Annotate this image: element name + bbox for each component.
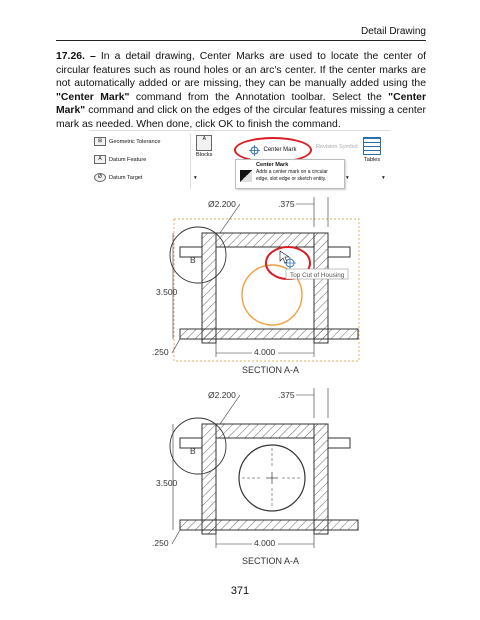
step-text-1: In a detail drawing, Center Marks are used to locate the center of circular features such as round holes or an arc's center. If the center marks are not automatically added or are missing, they can be manually added using the bbox=[56, 51, 426, 90]
header-rule bbox=[56, 40, 426, 41]
tables-button[interactable] bbox=[364, 157, 380, 163]
datum-feature-label: Datum Feature bbox=[109, 156, 147, 163]
tooltip-line-1: Adds a center mark on a circular bbox=[256, 169, 328, 175]
dim-250: .250 bbox=[152, 347, 169, 357]
top-plate bbox=[216, 233, 314, 247]
step-bold-2: "Center Mark" bbox=[56, 91, 426, 117]
tooltip-line-2: edge, slot edge or sketch entity. bbox=[256, 176, 327, 182]
leader-250 bbox=[172, 339, 180, 353]
top-plate bbox=[216, 424, 314, 438]
detail-label: B bbox=[190, 446, 196, 456]
dim-375: .375 bbox=[278, 390, 295, 400]
running-header: Detail Drawing bbox=[360, 26, 426, 37]
dim-3500: 3.500 bbox=[156, 287, 178, 297]
base-flange bbox=[180, 329, 358, 339]
dim-375: .375 bbox=[278, 199, 295, 209]
geometric-tolerance-label: Geometric Tolerance bbox=[109, 138, 161, 145]
section-drawing-1 bbox=[150, 197, 370, 392]
datum-target-icon: Ø bbox=[94, 173, 106, 182]
datum-target-label: Datum Target bbox=[109, 174, 143, 181]
left-wall bbox=[202, 233, 216, 343]
dim-4000: 4.000 bbox=[254, 538, 276, 548]
right-boss bbox=[328, 438, 350, 448]
drawing-1-svg bbox=[150, 197, 370, 392]
dim-3500: 3.500 bbox=[156, 478, 178, 488]
hover-tooltip: Top Cut of Housing bbox=[290, 272, 345, 279]
blocks-button[interactable] bbox=[196, 135, 212, 158]
blocks-label: Blocks bbox=[196, 152, 213, 158]
step-number: 17.26. – bbox=[56, 51, 96, 62]
dropdown-arrow[interactable]: ▾ bbox=[346, 175, 349, 181]
dim-diameter: Ø2.200 bbox=[208, 390, 236, 400]
dim-diameter: Ø2.200 bbox=[208, 199, 236, 209]
detail-label: B bbox=[190, 255, 196, 265]
dropdown-arrow[interactable]: ▾ bbox=[382, 175, 385, 181]
tables-label: Tables bbox=[364, 157, 381, 163]
step-bold-1: "Center Mark" bbox=[56, 91, 130, 103]
step-text-2: command from the Annotation toolbar. Select the bbox=[129, 91, 389, 103]
right-boss bbox=[328, 247, 350, 257]
revision-symbol-label: Revision Symbol bbox=[316, 144, 358, 150]
center-mark-symbol bbox=[242, 448, 302, 508]
tooltip-preview-image bbox=[240, 170, 252, 182]
datum-feature-icon: A bbox=[94, 155, 106, 164]
geometric-tolerance-button[interactable] bbox=[94, 137, 161, 146]
base-flange bbox=[180, 520, 358, 530]
leader-250 bbox=[172, 530, 180, 544]
datum-feature-button[interactable] bbox=[94, 155, 146, 164]
section-label: SECTION A-A bbox=[242, 556, 300, 566]
center-mark-label: Center Mark bbox=[263, 147, 297, 153]
dropdown-arrow[interactable]: ▾ bbox=[194, 175, 197, 181]
step-paragraph bbox=[56, 50, 426, 132]
ribbon-separator bbox=[190, 133, 191, 189]
tooltip-title: Center Mark bbox=[256, 162, 289, 168]
dim-4000: 4.000 bbox=[254, 347, 276, 357]
geometric-tolerance-icon: ⊞ bbox=[94, 137, 106, 146]
tables-icon[interactable] bbox=[363, 137, 381, 155]
left-wall bbox=[202, 424, 216, 534]
center-mark-tooltip bbox=[235, 159, 345, 189]
section-label: SECTION A-A bbox=[242, 365, 300, 375]
blocks-icon: A bbox=[196, 135, 212, 151]
center-mark-icon bbox=[249, 145, 260, 156]
drawing-2-svg bbox=[150, 388, 370, 583]
revision-symbol-button[interactable] bbox=[316, 144, 358, 150]
annotation-ribbon bbox=[90, 130, 390, 193]
right-wall bbox=[314, 233, 328, 343]
right-wall bbox=[314, 424, 328, 534]
datum-target-button[interactable] bbox=[94, 173, 142, 182]
step-text-3: command and click on the edges of the circular features missing a center mark as needed. When done, click OK to finish the command. bbox=[56, 105, 426, 130]
section-drawing-2 bbox=[150, 388, 370, 583]
page-number: 371 bbox=[230, 585, 250, 597]
dim-250: .250 bbox=[152, 538, 169, 548]
